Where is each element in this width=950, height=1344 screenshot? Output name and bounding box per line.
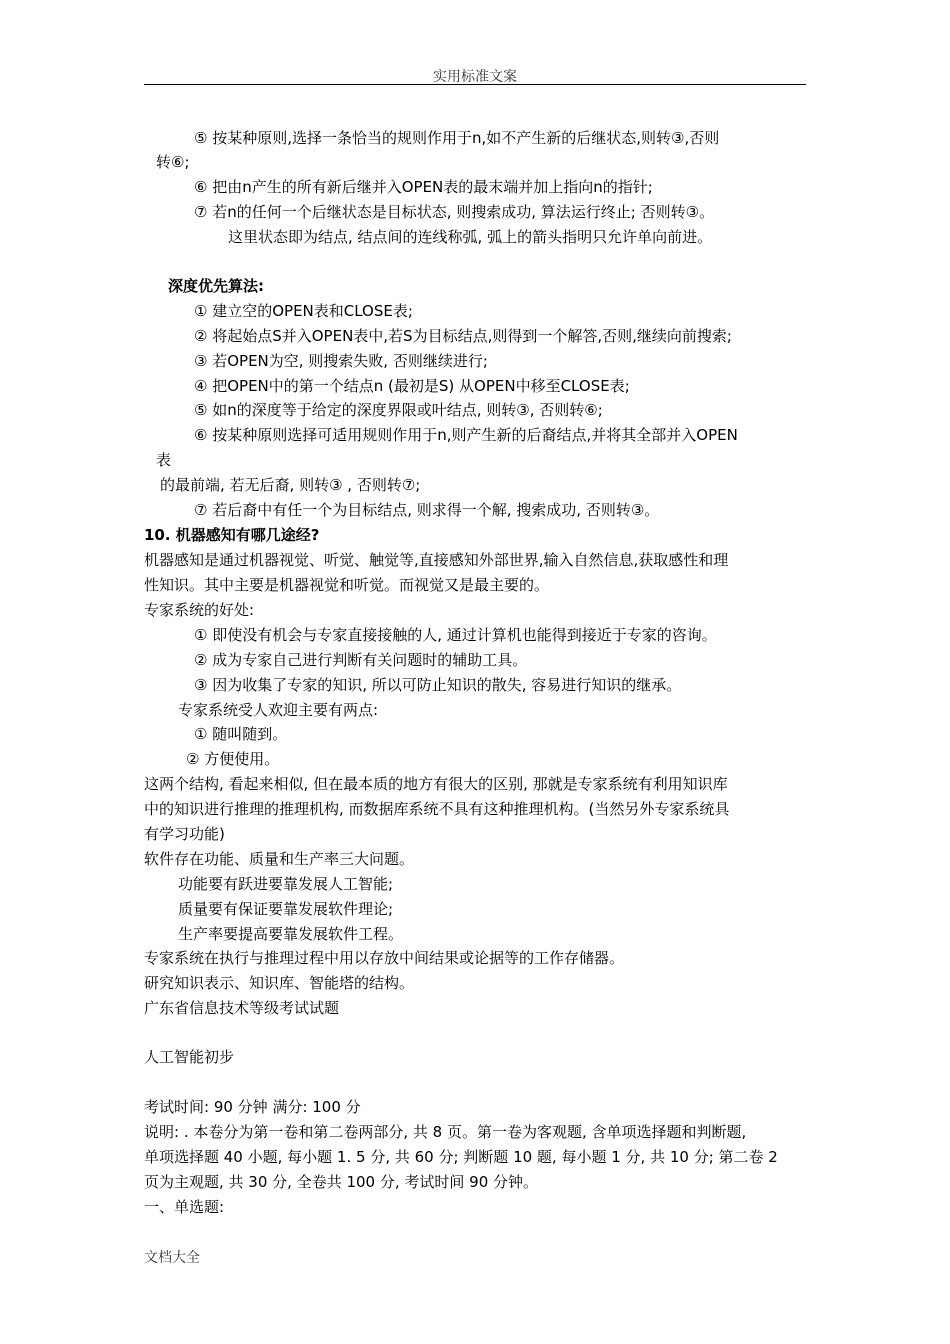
text-line: ③ 因为收集了专家的知识, 所以可防止知识的散失, 容易进行知识的继承。 bbox=[194, 676, 682, 694]
text-line: ② 将起始点S并入OPEN表中,若S为目标结点,则得到一个解答,否则,继续向前搜索; bbox=[194, 327, 732, 345]
text-line: 机器感知是通过机器视觉、听觉、触觉等,直接感知外部世界,输入自然信息,获取感性和理 bbox=[144, 551, 729, 569]
text-line: ⑥ 按某种原则选择可适用规则作用于n,则产生新的后裔结点,并将其全部并入OPEN bbox=[194, 426, 738, 444]
text-line: 单项选择题 40 小题, 每小题 1. 5 分, 共 60 分; 判断题 10 题, 每小题 1 分, 共 10 分; 第二卷 2 bbox=[144, 1148, 778, 1166]
text-line: ⑦ 若n的任何一个后继状态是目标状态, 则搜索成功, 算法运行终止; 否则转③。 bbox=[194, 203, 715, 221]
text-line: ② 方便使用。 bbox=[186, 750, 280, 768]
text-line: 有学习功能) bbox=[144, 825, 225, 843]
section-heading: 深度优先算法: bbox=[168, 277, 264, 295]
text-line: 性知识。其中主要是机器视觉和听觉。而视觉又是最主要的。 bbox=[144, 576, 550, 594]
text-line: 质量要有保证要靠发展软件理论; bbox=[178, 900, 394, 918]
text-line: 功能要有跃进要靠发展人工智能; bbox=[178, 875, 394, 893]
text-line: ⑥ 把由n产生的所有新后继并入OPEN表的最末端并加上指向n的指针; bbox=[194, 178, 653, 196]
text-line: 专家系统的好处: bbox=[144, 601, 255, 619]
text-line: ② 成为专家自己进行判断有关问题时的辅助工具。 bbox=[194, 651, 528, 669]
text-line: 研究知识表示、知识库、智能塔的结构。 bbox=[144, 974, 415, 992]
question-heading: 10. 机器感知有哪几途经? bbox=[144, 526, 320, 544]
text-line: 页为主观题, 共 30 分, 全卷共 100 分, 考试时间 90 分钟。 bbox=[144, 1173, 539, 1191]
page-footer: 文档大全 bbox=[144, 1250, 200, 1266]
text-line: ① 即使没有机会与专家直接接触的人, 通过计算机也能得到接近于专家的咨询。 bbox=[194, 626, 717, 644]
text-line: ① 建立空的OPEN表和CLOSE表; bbox=[194, 302, 413, 320]
text-line: 专家系统在执行与推理过程中用以存放中间结果或论据等的工作存储器。 bbox=[144, 949, 625, 967]
text-line: 这两个结构, 看起来相似, 但在最本质的地方有很大的区别, 那就是专家系统有利用知识库 bbox=[144, 775, 728, 793]
text-line: ⑦ 若后裔中有任一个为目标结点, 则求得一个解, 搜索成功, 否则转③。 bbox=[194, 501, 660, 519]
text-line: 中的知识进行推理的推理机构, 而数据库系统不具有这种推理机构。(当然另外专家系统具 bbox=[144, 800, 730, 818]
text-line: 表 bbox=[156, 451, 172, 469]
text-line: 转⑥; bbox=[156, 153, 190, 171]
text-line: 广东省信息技术等级考试试题 bbox=[144, 999, 340, 1017]
text-line: 生产率要提高要靠发展软件工程。 bbox=[178, 925, 404, 943]
text-line: ③ 若OPEN为空, 则搜索失败, 否则继续进行; bbox=[194, 352, 488, 370]
text-line: 的最前端, 若无后裔, 则转③ , 否则转⑦; bbox=[160, 476, 421, 494]
text-line: 考试时间: 90 分钟 满分: 100 分 bbox=[144, 1098, 361, 1116]
text-line: ⑤ 按某种原则,选择一条恰当的规则作用于n,如不产生新的后继状态,则转③,否则 bbox=[194, 129, 720, 147]
text-line: ① 随叫随到。 bbox=[194, 725, 288, 743]
text-line: 这里状态即为结点, 结点间的连线称弧, 弧上的箭头指明只允许单向前进。 bbox=[228, 228, 713, 246]
text-line: 说明: . 本卷分为第一卷和第二卷两部分, 共 8 页。第一卷为客观题, 含单项选择题和判断题, bbox=[144, 1123, 747, 1141]
section-heading: 一、单选题: bbox=[144, 1198, 225, 1216]
header-divider bbox=[144, 84, 806, 85]
text-line: 软件存在功能、质量和生产率三大问题。 bbox=[144, 850, 415, 868]
text-line: 专家系统受人欢迎主要有两点: bbox=[178, 701, 379, 719]
text-line: ④ 把OPEN中的第一个结点n (最初是S) 从OPEN中移至CLOSE表; bbox=[194, 377, 630, 395]
text-line: ⑤ 如n的深度等于给定的深度界限或叶结点, 则转③, 否则转⑥; bbox=[194, 401, 603, 419]
exam-subject: 人工智能初步 bbox=[144, 1048, 235, 1066]
page-header: 实用标准文案 bbox=[433, 69, 517, 85]
